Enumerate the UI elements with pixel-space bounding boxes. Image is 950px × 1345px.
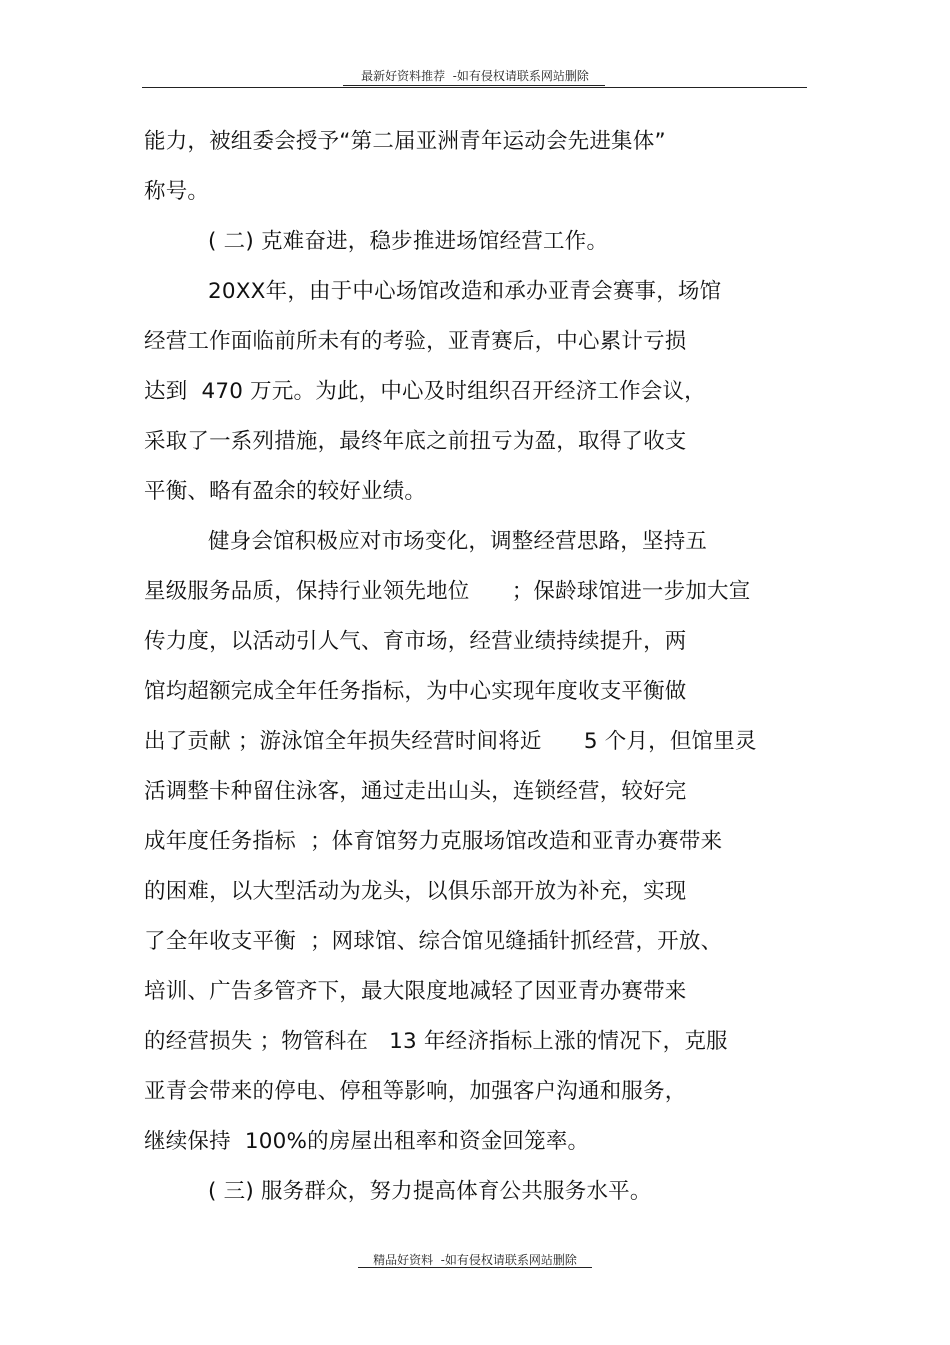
text-line: 的困难，以大型活动为龙头，以俱乐部开放为补充，实现 [144,879,687,904]
text-line: 20XX年，由于中心场馆改造和承办亚青会赛事，场馆 [208,279,722,304]
page-header: 最新好资料推荐 -如有侵权请联系网站删除 [361,69,589,83]
section-heading: ( 三) 服务群众，努力提高体育公共服务水平。 [208,1179,652,1204]
text-line: 活调整卡种留住泳客，通过走出山头，连锁经营，较好完 [144,779,687,804]
header-rule [142,87,807,88]
text-line: 平衡、略有盈余的较好业绩。 [144,479,427,504]
text-line: 达到 470 万元。为此，中心及时组织召开经济工作会议， [144,379,706,404]
header-underline [343,85,605,86]
text-line: 培训、广告多管齐下，最大限度地减轻了因亚青办赛带来 [144,979,687,1004]
page-footer: 精品好资料 -如有侵权请联系网站删除 [373,1253,577,1267]
text-line: 成年度任务指标 ；体育馆努力克服场馆改造和亚青办赛带来 [144,829,723,854]
document-body [144,124,804,1224]
text-line: 健身会馆积极应对市场变化，调整经营思路，坚持五 [208,529,708,554]
text-line: 出了贡献 ；游泳馆全年损失经营时间将近 5 个月，但馆里灵 [144,729,757,754]
text-line: 继续保持 100%的房屋出租率和资金回笼率。 [144,1129,590,1154]
text-line: 能力，被组委会授予“第二届亚洲青年运动会先进集体” [144,129,666,154]
text-line: 亚青会带来的停电、停租等影响，加强客户沟通和服务， [144,1079,687,1104]
section-heading: ( 二) 克难奋进，稳步推进场馆经营工作。 [208,229,609,254]
text-line: 的经营损失 ；物管科在 13 年经济指标上涨的情况下，克服 [144,1029,728,1054]
text-line: 星级服务品质，保持行业领先地位 ；保龄球馆进一步加大宣 [144,579,751,604]
text-line: 采取了一系列措施，最终年底之前扭亏为盈，取得了收支 [144,429,687,454]
text-line: 了全年收支平衡 ；网球馆、综合馆见缝插针抓经营，开放、 [144,929,723,954]
text-line: 传力度，以活动引人气、育市场，经营业绩持续提升，两 [144,629,687,654]
footer-underline [358,1267,592,1268]
text-line: 称号。 [144,179,210,204]
text-line: 经营工作面临前所未有的考验，亚青赛后，中心累计亏损 [144,329,687,354]
text-line: 馆均超额完成全年任务指标，为中心实现年度收支平衡做 [144,679,687,704]
